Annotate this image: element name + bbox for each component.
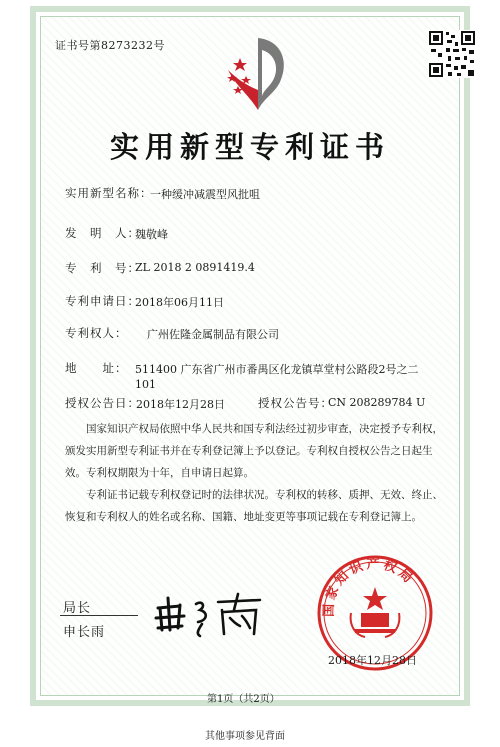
director-title: 局长 [63,601,92,616]
filing-date-value: 2018年06月11日 [135,296,224,309]
utility-model-name-value: 一种缓冲减震型风批咀 [150,188,260,201]
filing-date-label: 专利申请日： [65,294,140,308]
announcement-date-value: 2018年12月28日 [136,398,225,411]
announcement-date-label: 授权公告日： [65,396,140,410]
address-value-line1: 511400 广东省广州市番禺区化龙镇草堂村公路段2号之二 [135,363,419,376]
patentee-label: 专利权人： [65,326,128,340]
announcement-number-value: CN 208289784 U [328,396,426,409]
seal-text: 国家知识产权局 [321,557,418,618]
patent-number-label: 专 利 号： [65,261,140,275]
certificate-title: 实用新型专利证书 [109,130,390,164]
patentee-value: 广州佐隆金属制品有限公司 [147,328,279,341]
certificate-number: 证书号第8273232号 [55,39,165,52]
announcement-number-label: 授权公告号： [258,396,333,410]
handwritten-signature-icon [150,590,270,640]
inventor-label: 发 明 人： [65,226,140,240]
signature-divider [60,615,138,616]
legal-status-paragraph: 专利证书记载专利权登记时的法律状况。专利权的转移、质押、无效、终止、恢复和专利权人的姓名或名称、国籍、地址变更等事项记载在专利登记簿上。 [65,489,443,523]
utility-model-name-label: 实用新型名称： [65,186,153,200]
address-label: 地 址： [65,361,128,375]
back-side-note: 其他事项参见背面 [205,731,285,742]
address-value-line2: 101 [135,378,156,391]
patent-number-value: ZL 2018 2 0891419.4 [135,261,255,274]
seal-date: 2018年12月28日 [328,654,417,667]
qr-code-icon [428,30,476,78]
inventor-value: 魏敬峰 [135,228,168,241]
director-name: 申长雨 [63,625,106,640]
grant-statement-paragraph: 国家知识产权局依照中华人民共和国专利法经过初步审查，决定授予专利权，颁发实用新型专利证书并在专利登记簿上予以登记。专利权自授权公告之日起生效。专利权期限为十年，自申请日起算。 [65,423,443,479]
cnipa-logo-icon [218,30,298,120]
page-indicator: 第1页（共2页） [207,694,280,705]
